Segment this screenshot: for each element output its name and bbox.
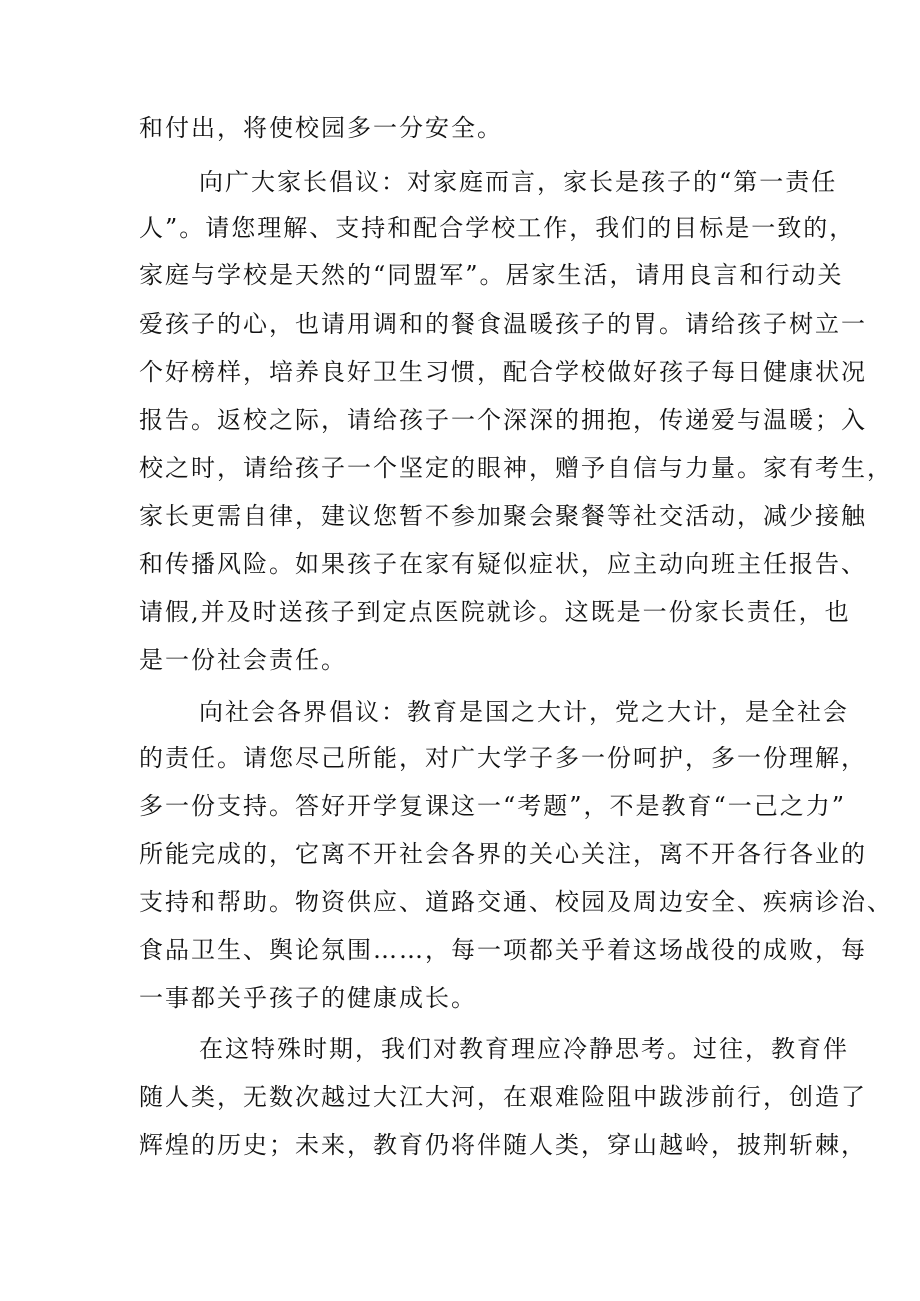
paragraph-line: 和传播风险。如果孩子在家有疑似症状，应主动向班主任报告、: [139, 550, 867, 578]
paragraph-line: 多一份支持。答好开学复课这一“考题”，不是教育“一己之力”: [139, 792, 847, 820]
paragraph-line: 报告。返校之际，请给孩子一个深深的拥抱，传递爱与温暖；入: [139, 406, 867, 434]
paragraph-line: 个好榜样，培养良好卫生习惯，配合学校做好孩子每日健康状况: [139, 358, 867, 386]
paragraph-line: 请假,并及时送孩子到定点医院就诊。这既是一份家长责任，也: [139, 598, 851, 626]
paragraph-line: 校之时，请给孩子一个坚定的眼神，赠予自信与力量。家有考生，: [139, 454, 893, 482]
paragraph-line: 在这特殊时期，我们对教育理应冷静思考。过往，教育伴: [199, 1035, 849, 1063]
paragraph-line: 支持和帮助。物资供应、道路交通、校园及周边安全、疾病诊治、: [139, 888, 893, 916]
paragraph-line: 向广大家长倡议：对家庭而言，家长是孩子的“第一责任: [199, 168, 838, 196]
paragraph-line: 是一份社会责任。: [139, 646, 347, 674]
paragraph-line: 和付出，将使校园多一分安全。: [139, 114, 503, 142]
paragraph-line: 爱孩子的心，也请用调和的餐食温暖孩子的胃。请给孩子树立一: [139, 310, 867, 338]
paragraph-line: 辉煌的历史；未来，教育仍将伴随人类，穿山越岭，披荆斩棘，: [139, 1131, 867, 1159]
paragraph-line: 的责任。请您尽己所能，对广大学子多一份呵护，多一份理解，: [139, 744, 867, 772]
paragraph-line: 家庭与学校是天然的“同盟军”。居家生活，请用良言和行动关: [139, 261, 844, 289]
paragraph-line: 家长更需自律，建议您暂不参加聚会聚餐等社交活动，减少接触: [139, 502, 867, 530]
paragraph-line: 所能完成的，它离不开社会各界的关心关注，离不开各行各业的: [139, 840, 867, 868]
paragraph-line: 向社会各界倡议：教育是国之大计，党之大计，是全社会: [199, 698, 849, 726]
paragraph-line: 人”。请您理解、支持和配合学校工作，我们的目标是一致的，: [139, 214, 856, 242]
paragraph-line: 食品卫生、舆论氛围……，每一项都关乎着这场战役的成败，每: [139, 936, 867, 964]
paragraph-line: 随人类，无数次越过大江大河，在艰难险阻中跋涉前行，创造了: [139, 1083, 867, 1111]
paragraph-line: 一事都关乎孩子的健康成长。: [139, 984, 477, 1012]
